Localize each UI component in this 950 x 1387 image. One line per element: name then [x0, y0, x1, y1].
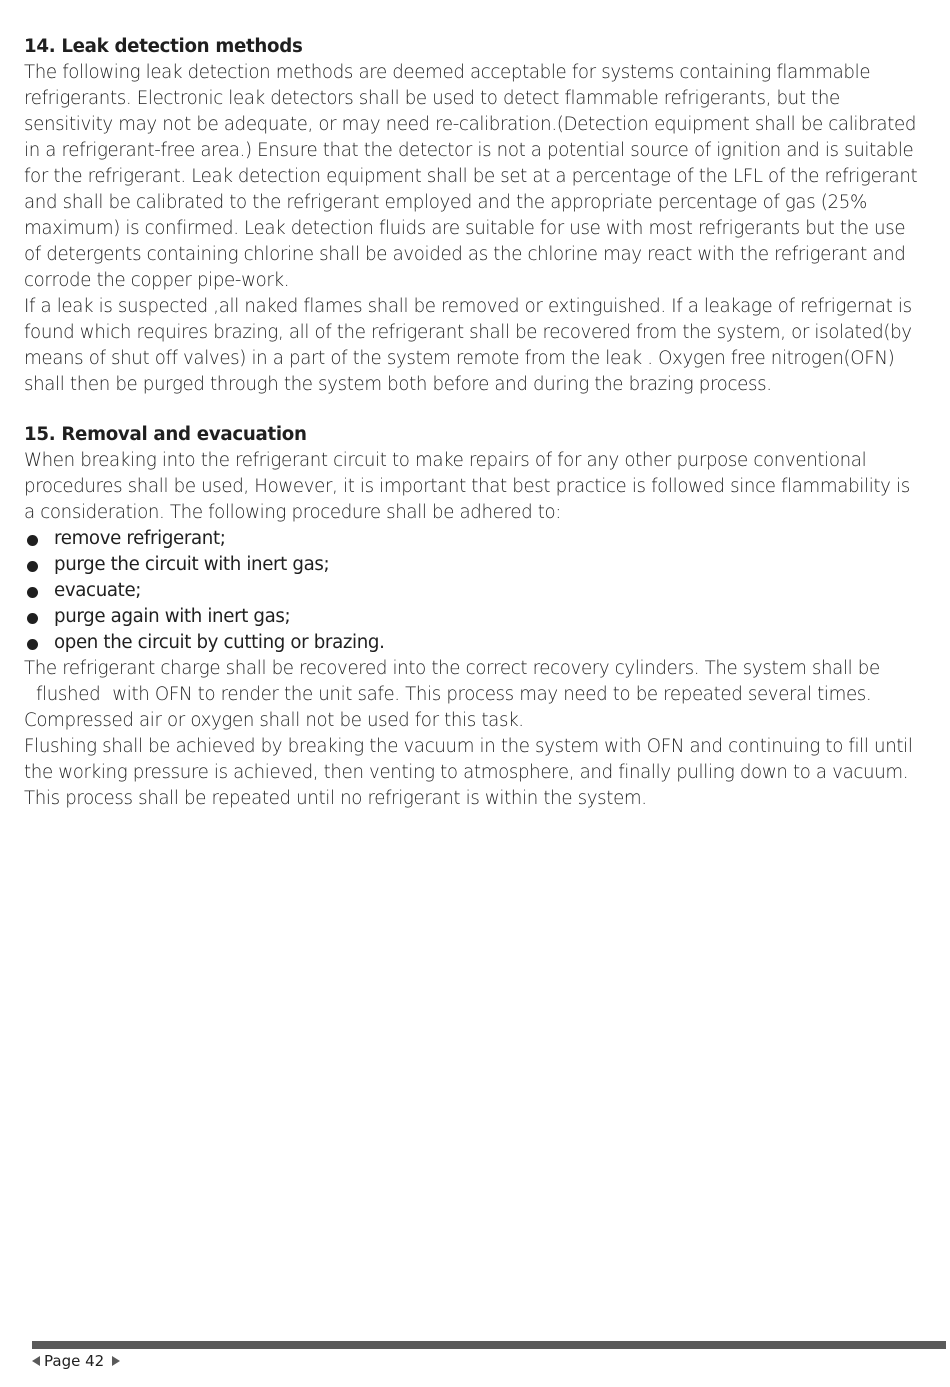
section-15-flushing-paragraph: Flushing shall be achieved by breaking the vacuum in the system with OFN and continuing to fill until the working pressure is achieved, then venting to atmosphere, and finally pulling down to a vacuum. This process shall be repeated until no refrigerant is within the system.	[24, 736, 913, 809]
bullet-dot-icon	[27, 639, 38, 650]
triangle-left-icon	[32, 1356, 40, 1366]
section-14-title: Leak detection methods	[61, 36, 303, 57]
triangle-right-icon	[112, 1356, 120, 1366]
section-14-number: 14.	[24, 36, 56, 57]
list-item	[24, 578, 924, 604]
section-14-paragraph-2: If a leak is suspected ,all naked flames shall be removed or extinguished. If a leakage of refrigernat is found which requires brazing, all of the refrigerant shall be recovered from the system, or isolated(by means of shut off valves) in a part of the system remote from the leak . Oxygen free nitrogen(OFN) shall then be purged through the system both before and during the brazing process.	[24, 296, 912, 395]
page-footer	[32, 1351, 120, 1371]
procedure-steps-list	[24, 526, 924, 656]
section-15-heading	[24, 422, 924, 448]
charge-text-part-1: The refrigerant charge shall be recovered into the correct recovery cylinders. The system shall be	[24, 658, 880, 679]
step-text: evacuate;	[54, 580, 142, 601]
list-item	[24, 630, 924, 656]
page-number: Page 42	[44, 1352, 105, 1370]
list-item	[24, 604, 924, 630]
step-text: open the circuit by cutting or brazing.	[54, 632, 385, 653]
section-15-intro: When breaking into the refrigerant circuit to make repairs of for any other purpose conventional procedures shall be used, However, it is important that best practice is followed since flammability is a consideration. The following procedure shall be adhered to:	[24, 450, 910, 523]
section-14-paragraph-1: The following leak detection methods are deemed acceptable for systems containing flammable refrigerants. Electronic leak detectors shall be used to detect flammable refrigerants, but the sensitivity may not be adequate, or may need re-calibration.(Detection equipment shall be calibrated in a refrigerant-free area.) Ensure that the detector is not a potential source of ignition and is suitable for the refrigerant. Leak detection equipment shall be set at a percentage of the LFL of the refrigerant and shall be calibrated to the refrigerant employed and the appropriate percentage of gas (25% maximum) is confirmed. Leak detection fluids are suitable for use with most refrigerants but the use of detergents containing chlorine shall be avoided as the chlorine may react with the refrigerant and corrode the copper pipe-work.	[24, 62, 918, 291]
bullet-dot-icon	[27, 535, 38, 546]
step-text: purge again with inert gas;	[54, 606, 291, 627]
document-body	[24, 34, 924, 812]
list-item	[24, 552, 924, 578]
list-item	[24, 526, 924, 552]
step-text: remove refrigerant;	[54, 528, 226, 549]
step-text: purge the circuit with inert gas;	[54, 554, 330, 575]
charge-text-flushed: flushed	[36, 684, 101, 705]
section-15-number: 15.	[24, 424, 56, 445]
bullet-dot-icon	[27, 587, 38, 598]
footer-divider-bar	[32, 1341, 946, 1349]
bullet-dot-icon	[27, 561, 38, 572]
charge-text-part-2: with OFN to render the unit safe. This process may need to be repeated several times. Compressed air or oxygen shall not be used for this task.	[24, 684, 872, 731]
section-gap	[24, 398, 924, 422]
section-15-title: Removal and evacuation	[61, 424, 307, 445]
section-14-heading	[24, 34, 924, 60]
section-15-charge-paragraph	[24, 656, 924, 734]
bullet-dot-icon	[27, 613, 38, 624]
